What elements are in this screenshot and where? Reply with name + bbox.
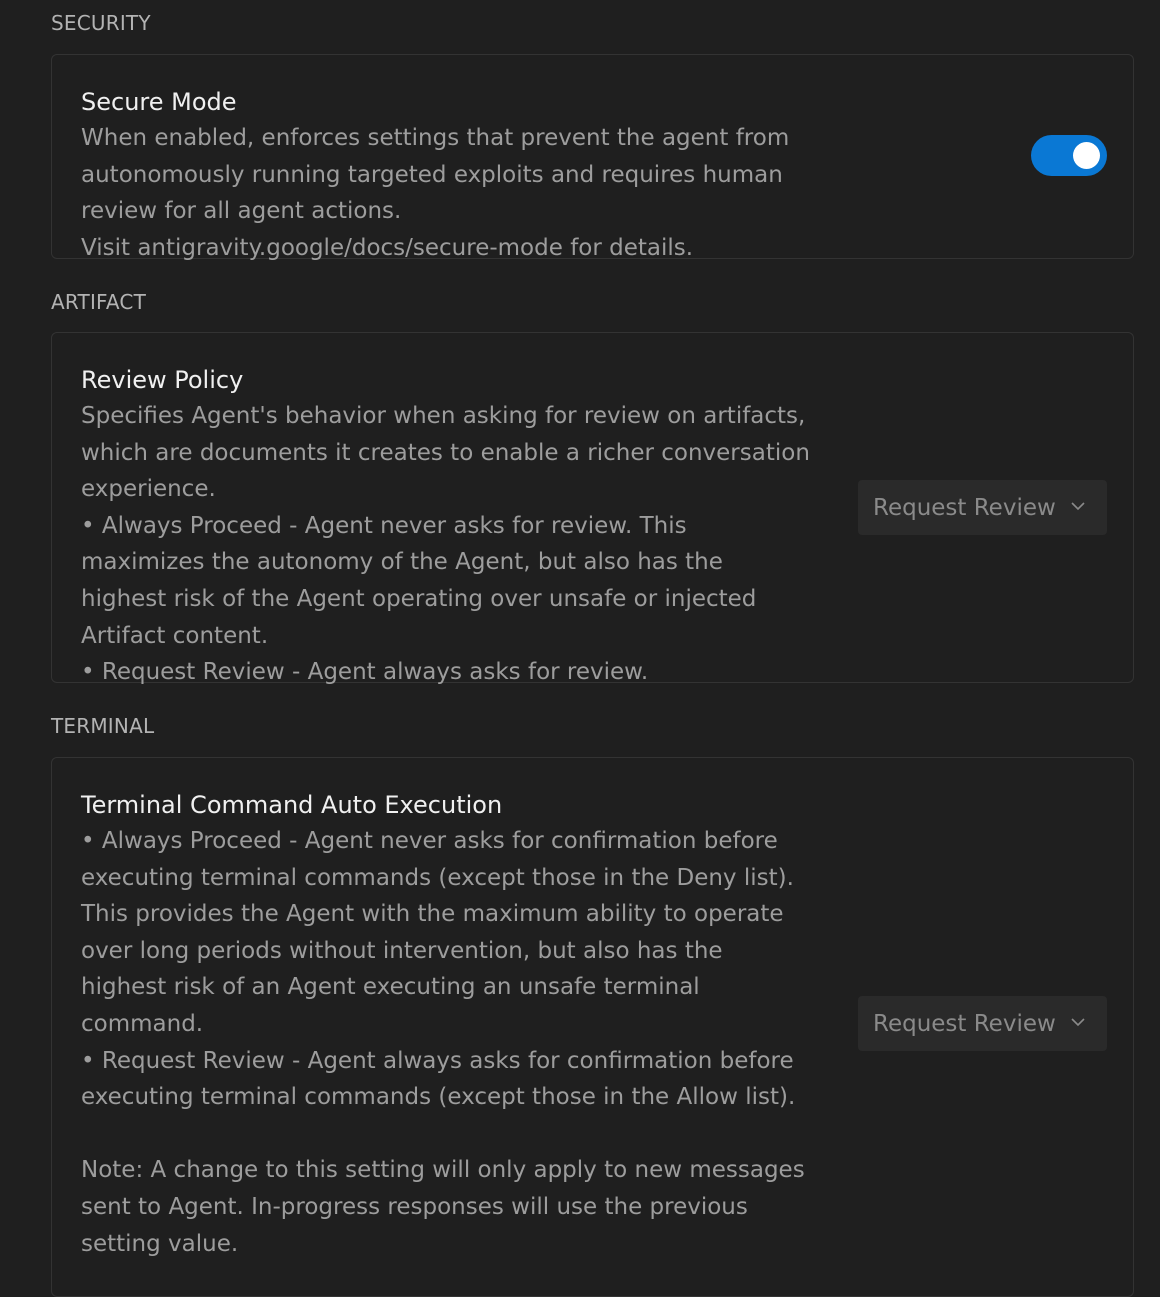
secure-mode-text	[81, 84, 811, 266]
terminal-auto-execution-text	[81, 787, 811, 1262]
terminal-auto-execution-title: Terminal Command Auto Execution	[81, 791, 503, 819]
review-policy-title: Review Policy	[81, 366, 244, 394]
secure-mode-card	[51, 54, 1134, 259]
review-policy-text	[81, 362, 811, 691]
secure-mode-description: When enabled, enforces settings that prevent the agent from autonomously running targeted exploits and requires human review for all agent actions. Visit antigravity.google/docs/secure-mode for details.	[81, 125, 790, 261]
secure-mode-title: Secure Mode	[81, 88, 237, 116]
secure-mode-toggle[interactable]	[1031, 135, 1107, 176]
terminal-auto-execution-card	[51, 757, 1134, 1297]
section-label-artifact: ARTIFACT	[51, 290, 147, 314]
chevron-down-icon	[1071, 499, 1085, 513]
terminal-auto-execution-selected: Request Review	[873, 1010, 1056, 1037]
terminal-auto-execution-description: • Always Proceed - Agent never asks for confirmation before executing terminal commands (except those in the Deny list). This provides the Agent with the maximum ability to operate over long periods without intervention, but also has the highest risk of an Agent executing an unsafe terminal command. • Request Review - Agent always asks for confirmation before executing terminal commands (except those in the Allow list). Note: A change to this setting will only apply to new messages sent to Agent. In-progress responses will use the previous setting value.	[81, 828, 805, 1257]
review-policy-card	[51, 332, 1134, 686]
terminal-auto-execution-dropdown[interactable]	[858, 996, 1107, 1051]
section-label-terminal: TERMINAL	[51, 714, 155, 738]
toggle-knob	[1073, 142, 1100, 169]
review-policy-description: Specifies Agent's behavior when asking for review on artifacts, which are documents it creates to enable a richer conversation experience. • Always Proceed - Agent never asks for review. This maximizes the autonomy of the Agent, but also has the highest risk of the Agent operating over unsafe or injected Artifact content. • Request Review - Agent always asks for review.	[81, 403, 810, 686]
review-policy-selected: Request Review	[873, 494, 1056, 521]
review-policy-dropdown[interactable]	[858, 480, 1107, 535]
section-label-security: SECURITY	[51, 11, 151, 35]
chevron-down-icon	[1071, 1015, 1085, 1029]
